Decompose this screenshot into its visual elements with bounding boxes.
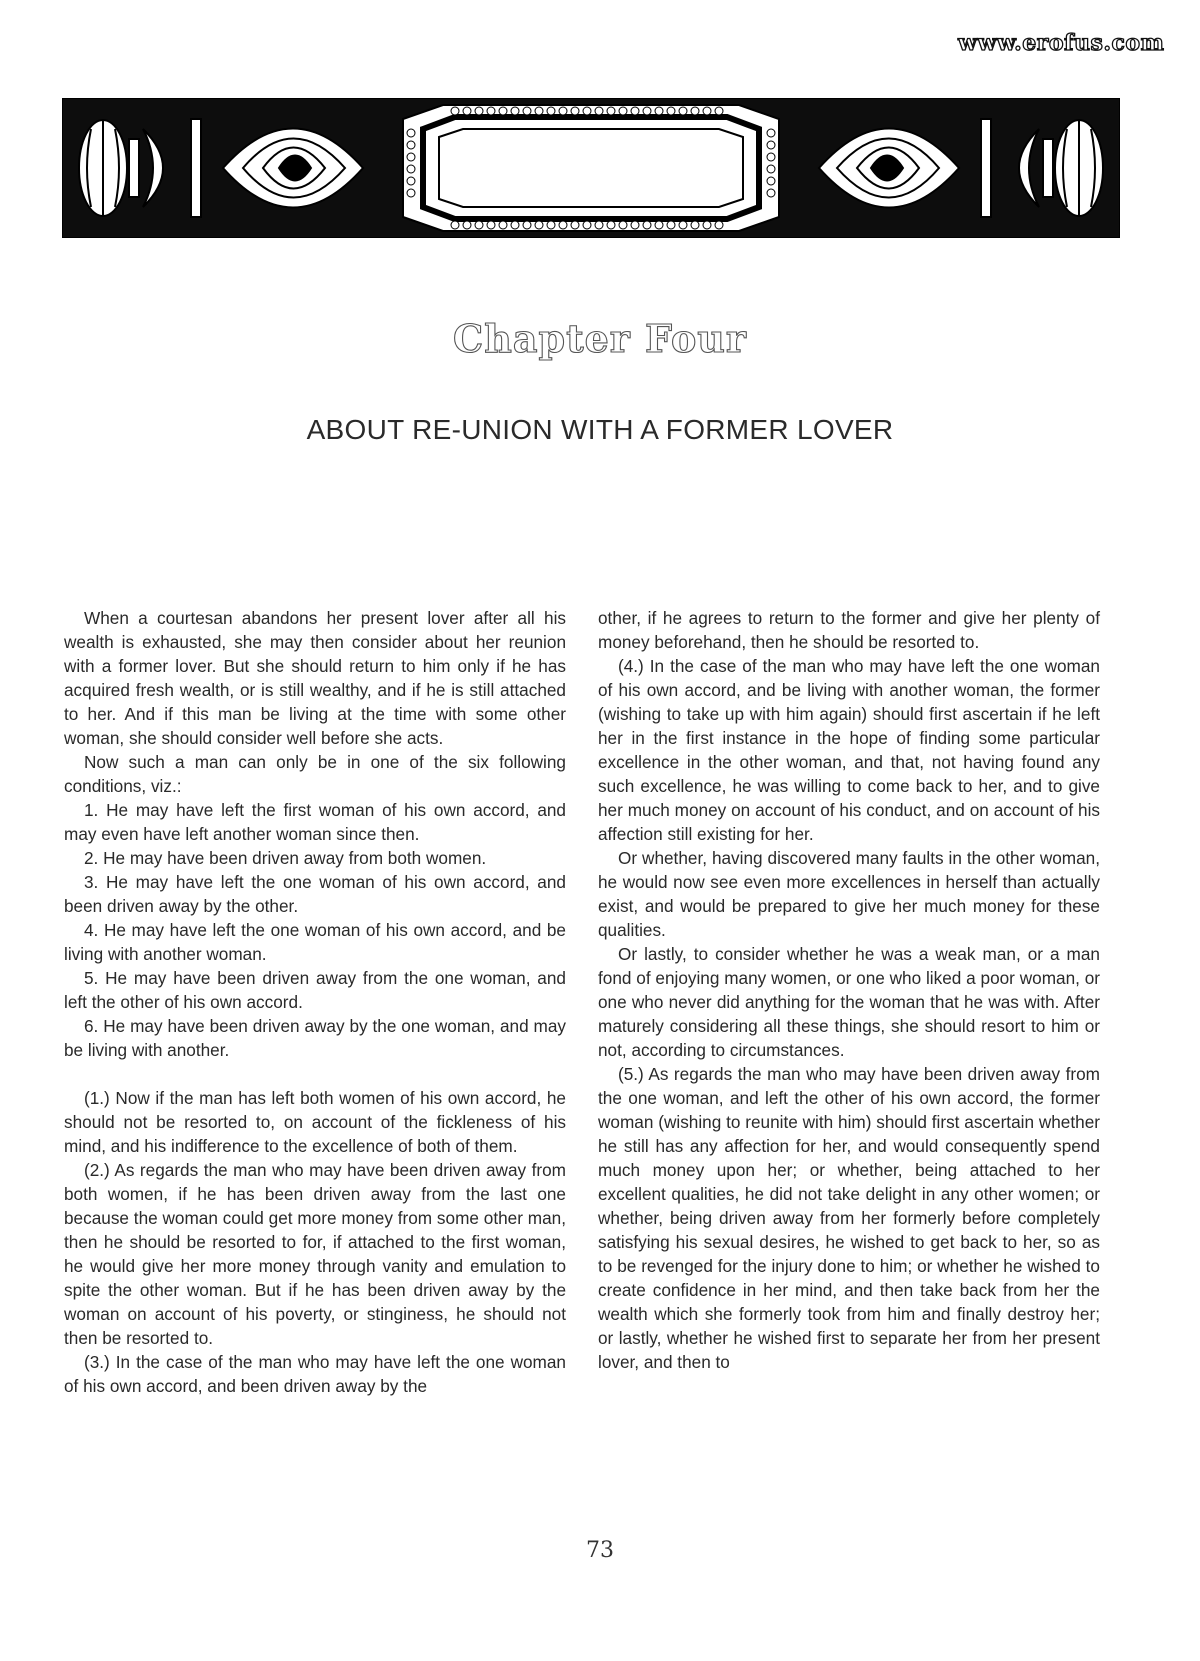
bead-ornament bbox=[499, 107, 507, 115]
list-item: 6. He may have been driven away by the one woman, and may be living with another. bbox=[64, 1016, 566, 1060]
bead-ornament bbox=[523, 107, 531, 115]
bead-ornament bbox=[511, 107, 519, 115]
bead-ornament bbox=[583, 107, 591, 115]
right-text-column bbox=[598, 606, 1100, 1374]
bead-ornament bbox=[463, 107, 471, 115]
bead-ornament bbox=[679, 221, 687, 229]
bead-ornament bbox=[703, 221, 711, 229]
right-vase-ornament bbox=[981, 119, 1103, 217]
bead-ornament bbox=[407, 129, 415, 137]
bead-ornament bbox=[487, 221, 495, 229]
paragraph: Or whether, having discovered many faults in the other woman, he would now see even more excellences in herself than actually exist, and would be prepared to give her much money for these qualities. bbox=[598, 848, 1100, 940]
bead-ornament bbox=[547, 221, 555, 229]
bead-ornament bbox=[691, 107, 699, 115]
bead-ornament bbox=[583, 221, 591, 229]
left-vase-ornament bbox=[79, 119, 201, 217]
left-teardrop-ornament bbox=[223, 129, 363, 208]
bead-ornament bbox=[535, 221, 543, 229]
bead-ornament bbox=[767, 141, 775, 149]
ornament-icon bbox=[63, 99, 1119, 237]
bead-ornament bbox=[643, 107, 651, 115]
bead-ornament bbox=[655, 221, 663, 229]
paragraph: When a courtesan abandons her present lover after all his wealth is exhausted, she may then consider about her reunion with a former lover. But she should return to him only if he has acquired fresh wealth, or is still wealthy, and if he is still attached to her. And if this man be living at the time with some other woman, she should consider well before she acts. bbox=[64, 608, 566, 748]
page-number: 73 bbox=[586, 1538, 614, 1563]
bead-ornament bbox=[571, 221, 579, 229]
bead-ornament bbox=[655, 107, 663, 115]
bead-ornament bbox=[703, 107, 711, 115]
bead-ornament bbox=[511, 221, 519, 229]
bead-ornament bbox=[407, 153, 415, 161]
bead-ornament bbox=[407, 165, 415, 173]
bead-ornament bbox=[767, 177, 775, 185]
bead-ornament bbox=[715, 107, 723, 115]
paragraph: (4.) In the case of the man who may have left the one woman of his own accord, and be living with another woman, the former (wishing to take up with him again) should first ascertain if he left her in the first instance in the hope of finding some particular excellence in the other woman, and that, not having found any such excellence, he was willing to come back to her, and to give her much money on account of his conduct, and on account of his affection still existing for her. bbox=[598, 656, 1100, 844]
bead-ornament bbox=[767, 153, 775, 161]
bead-ornament bbox=[767, 165, 775, 173]
bead-ornament bbox=[547, 107, 555, 115]
bead-ornament bbox=[631, 221, 639, 229]
paragraph: (5.) As regards the man who may have been driven away from the one woman, and left the other of his own accord, the former woman (wishing to reunite with him) should first ascertain whether he still has any affection for her, and would consequently spend much money upon her; or whether, being attached to her excellent qualities, he did not take delight in any other women; or whether, being driven away from her formerly before completely satisfying his sexual desires, he wished to get back to her, so as to be revenged for the injury done to him; or whether he wished to create confidence in her mind, and then take back from her the wealth which she formerly took from him and finally destroy her; or lastly, whether he wished first to separate her from her present lover, and then to bbox=[598, 1064, 1100, 1372]
bead-ornament bbox=[679, 107, 687, 115]
bead-ornament bbox=[667, 221, 675, 229]
bead-ornament bbox=[475, 221, 483, 229]
bead-ornament bbox=[715, 221, 723, 229]
list-item: 1. He may have left the first woman of his own accord, and may even have left another woman since then. bbox=[64, 800, 566, 844]
bead-ornament bbox=[451, 107, 459, 115]
left-text-column bbox=[64, 606, 566, 1398]
bead-ornament bbox=[487, 107, 495, 115]
paragraph: (3.) In the case of the man who may have left the one woman of his own accord, and been driven away by the bbox=[64, 1352, 566, 1396]
list-item: 2. He may have been driven away from both women. bbox=[84, 848, 487, 868]
bead-ornament bbox=[535, 107, 543, 115]
bead-ornament bbox=[451, 221, 459, 229]
bead-ornament bbox=[463, 221, 471, 229]
bead-ornament bbox=[407, 141, 415, 149]
chapter-subtitle: ABOUT RE-UNION WITH A FORMER LOVER bbox=[306, 414, 894, 445]
right-teardrop-ornament bbox=[819, 129, 959, 208]
bead-ornament bbox=[691, 221, 699, 229]
chapter-title: Chapter Four bbox=[453, 316, 747, 361]
bead-ornament bbox=[595, 221, 603, 229]
paragraph: Or lastly, to consider whether he was a weak man, or a man fond of enjoying many women, or one who liked a poor woman, or one who never did anything for the woman that he was with. After maturely considering all these things, she should resort to him or not, according to circumstances. bbox=[598, 944, 1100, 1060]
bead-ornament bbox=[559, 107, 567, 115]
bead-ornament bbox=[667, 107, 675, 115]
bead-ornament bbox=[643, 221, 651, 229]
ornamental-header-banner bbox=[62, 98, 1120, 238]
bead-ornament bbox=[559, 221, 567, 229]
bead-ornament bbox=[407, 189, 415, 197]
bead-ornament bbox=[767, 129, 775, 137]
bead-ornament bbox=[475, 107, 483, 115]
center-beaded-frame bbox=[403, 105, 779, 231]
bead-ornament bbox=[571, 107, 579, 115]
bead-ornament bbox=[619, 221, 627, 229]
bead-ornament bbox=[595, 107, 603, 115]
bead-ornament bbox=[631, 107, 639, 115]
bead-ornament bbox=[607, 221, 615, 229]
list-item: 3. He may have left the one woman of his own accord, and been driven away by the other. bbox=[64, 872, 566, 916]
list-item: 4. He may have left the one woman of his own accord, and be living with another woman. bbox=[64, 920, 566, 964]
bead-ornament bbox=[523, 221, 531, 229]
bead-ornament bbox=[619, 107, 627, 115]
bead-ornament bbox=[767, 189, 775, 197]
paragraph: Now such a man can only be in one of the six following conditions, viz.: bbox=[64, 752, 566, 796]
bead-ornament bbox=[499, 221, 507, 229]
list-item: 5. He may have been driven away from the one woman, and left the other of his own accord. bbox=[64, 968, 566, 1012]
bead-ornament bbox=[407, 177, 415, 185]
bead-ornament bbox=[607, 107, 615, 115]
paragraph: (1.) Now if the man has left both women of his own accord, he should not be resorted to, on account of the fickleness of his mind, and his indifference to the excellence of both of them. bbox=[64, 1088, 566, 1156]
site-watermark: www.erofus.com bbox=[958, 30, 1165, 56]
paragraph: other, if he agrees to return to the former and give her plenty of money beforehand, then he should be resorted to. bbox=[598, 608, 1100, 652]
paragraph: (2.) As regards the man who may have been driven away from both women, if he has been driven away from the last one because the woman could get more money from some other man, then he should be resorted to for, if attached to the first woman, he would give her more money through vanity and emulation to spite the other woman. But if he has been driven away by the woman on account of his poverty, or stinginess, he should not then be resorted to. bbox=[64, 1160, 566, 1348]
